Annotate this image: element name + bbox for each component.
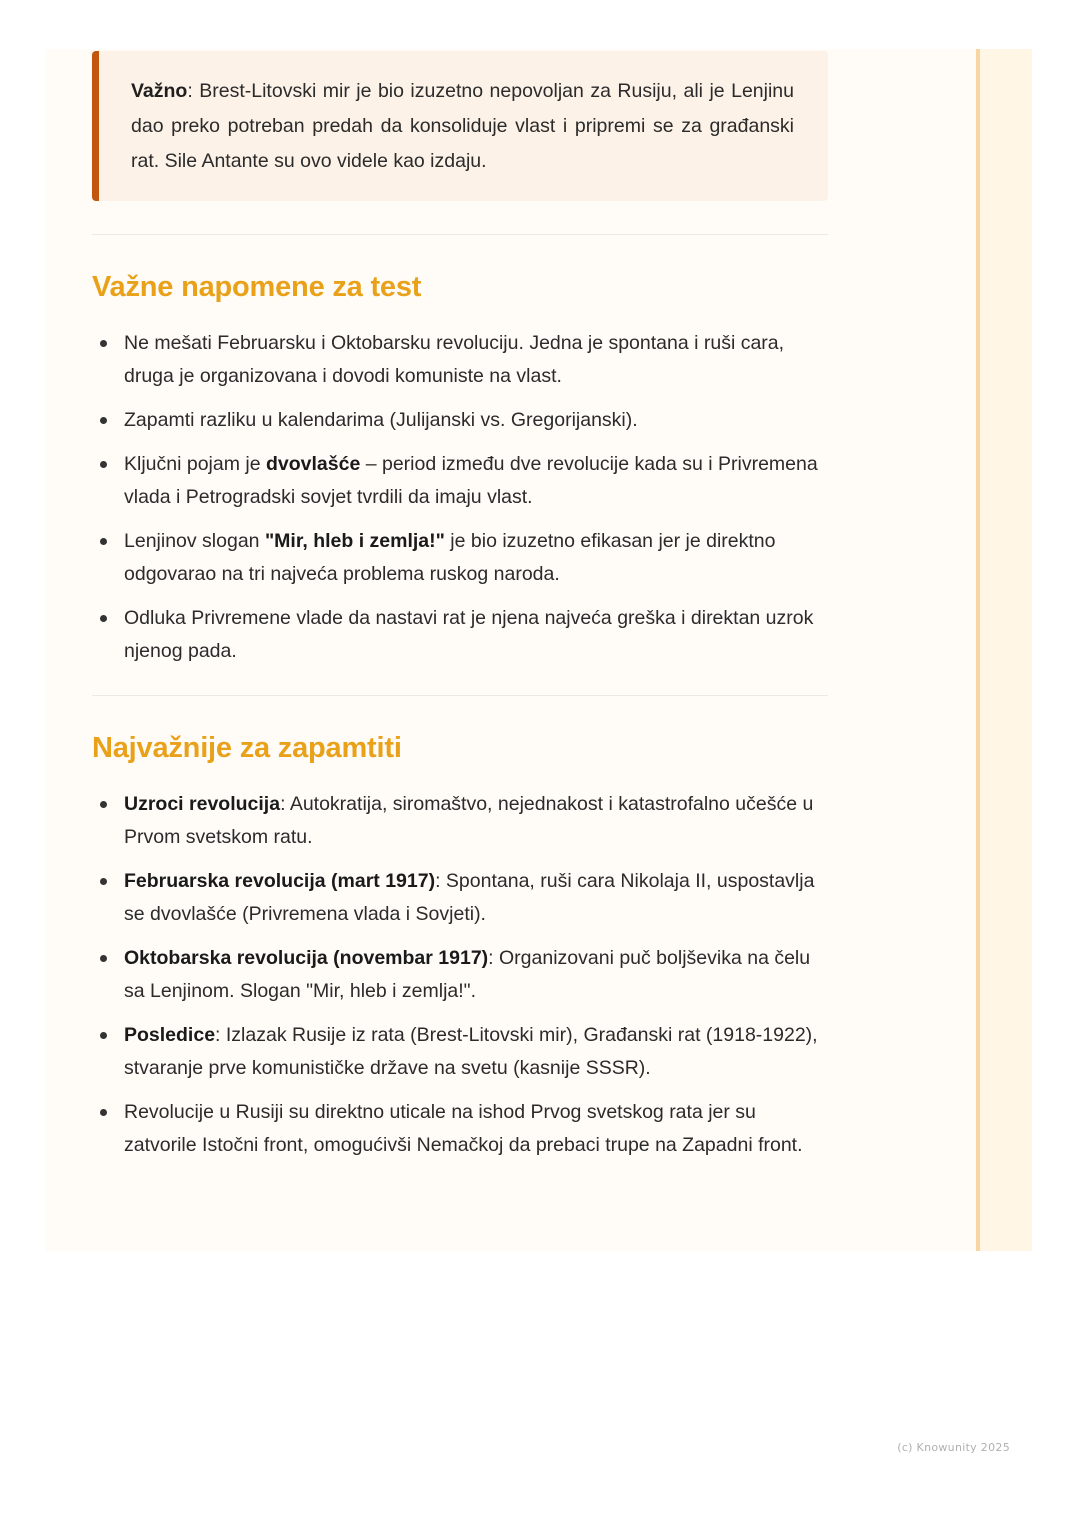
- list-item: Februarska revolucija (mart 1917): Spontana, ruši cara Nikolaja II, uspostavlja se dvovlašće (Privremena vlada i Sovjeti).: [92, 865, 828, 931]
- copyright-footer: (c) Knowunity 2025: [897, 1441, 1010, 1454]
- side-rail: [976, 49, 1032, 1251]
- list-item: Ne mešati Februarsku i Oktobarsku revoluciju. Jedna je spontana i ruši cara, druga je organizovana i dovodi komuniste na vlast.: [92, 327, 828, 393]
- important-callout: [92, 51, 828, 201]
- list-item: Uzroci revolucija: Autokratija, siromaštvo, nejednakost i katastrofalno učešće u Prvom svetskom ratu.: [92, 788, 828, 854]
- list-item: Lenjinov slogan "Mir, hleb i zemlja!" je bio izuzetno efikasan jer je direktno odgovarao na tri najveća problema ruskog naroda.: [92, 525, 828, 591]
- list-item: Oktobarska revolucija (novembar 1917): Organizovani puč boljševika na čelu sa Lenjinom. Slogan "Mir, hleb i zemlja!".: [92, 942, 828, 1008]
- main-content: [92, 51, 828, 1173]
- section-heading-test-notes: Važne napomene za test: [92, 271, 422, 303]
- list-item: Ključni pojam je dvovlašće – period između dve revolucije kada su i Privremena vlada i Petrogradski sovjet tvrdili da imaju vlast.: [92, 448, 828, 514]
- test-notes-list: [92, 327, 828, 668]
- list-item: Odluka Privremene vlade da nastavi rat je njena najveća greška i direktan uzrok njenog pada.: [92, 602, 828, 668]
- callout-label: Važno: [131, 80, 188, 102]
- list-item: Posledice: Izlazak Rusije iz rata (Brest-Litovski mir), Građanski rat (1918-1922), stvaranje prve komunističke države na svetu (kasnije SSSR).: [92, 1019, 828, 1085]
- list-item: Zapamti razliku u kalendarima (Julijanski vs. Gregorijanski).: [92, 404, 828, 437]
- section-divider: [92, 234, 828, 235]
- list-item: Revolucije u Rusiji su direktno uticale na ishod Prvog svetskog rata jer su zatvorile Istočni front, omogućivši Nemačkoj da prebaci trupe na Zapadni front.: [92, 1096, 828, 1162]
- section-divider: [92, 695, 828, 696]
- callout-text: : Brest-Litovski mir je bio izuzetno nepovoljan za Rusiju, ali je Lenjinu dao preko potreban predah da konsoliduje vlast i pripremi se za građanski rat. Sile Antante su ovo videle kao izdaju.: [131, 80, 794, 172]
- remember-list: [92, 788, 828, 1162]
- section-heading-remember: Najvažnije za zapamtiti: [92, 732, 402, 764]
